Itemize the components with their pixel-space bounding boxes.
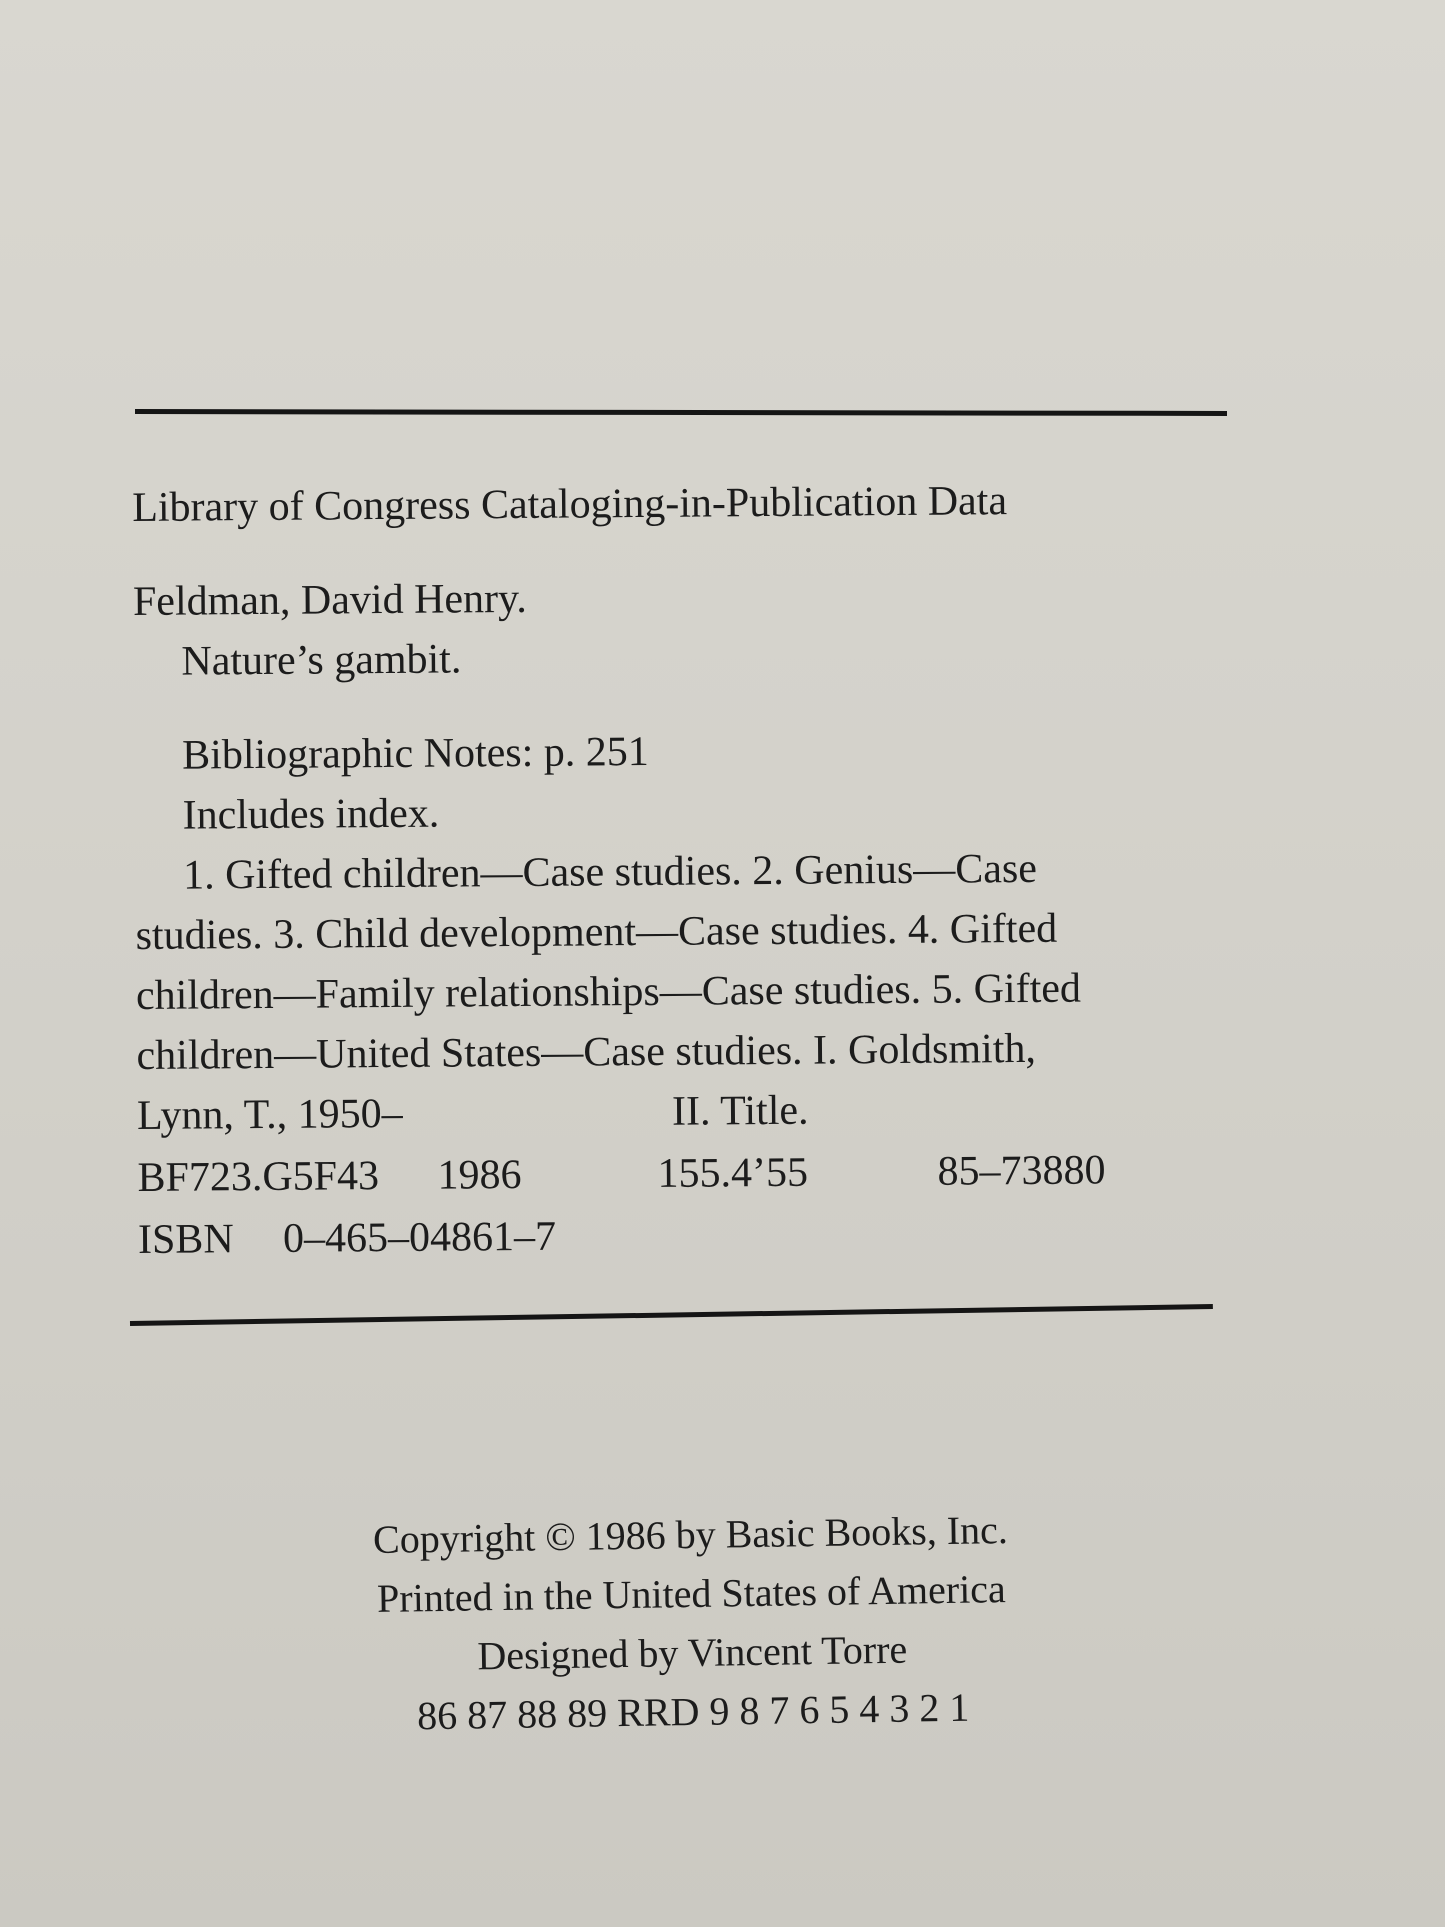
printing-line: 86 87 88 89 RRD 9 8 7 6 5 4 3 2 1: [416, 1684, 970, 1739]
cip-author: Feldman, David Henry.: [132, 575, 528, 625]
cip-dewey: 155.4’55: [657, 1149, 809, 1197]
cip-year: 1986: [437, 1151, 522, 1199]
cip-subjects-line: children—Family relationships—Case studies. 5. Gifted: [135, 965, 1082, 1019]
cip-coauthor: Lynn, T., 1950–: [136, 1090, 403, 1139]
cip-note: Bibliographic Notes: p. 251: [182, 728, 649, 779]
cip-title: Nature’s gambit.: [181, 636, 462, 685]
cip-call-number: BF723.G5F43: [137, 1153, 380, 1201]
cip-block: [132, 469, 1248, 1272]
cip-isbn: 0–465–04861–7: [282, 1213, 557, 1262]
copyright-block: [300, 1499, 1084, 1747]
copyright-notice: Copyright © 1986 by Basic Books, Inc.: [372, 1507, 1009, 1562]
cip-isbn-label: ISBN: [137, 1216, 234, 1263]
cip-added-title: II. Title.: [671, 1087, 809, 1135]
bottom-rule: [130, 1304, 1213, 1326]
cip-heading: Library of Congress Cataloging-in-Publication Data: [132, 478, 1008, 531]
printed-in: Printed in the United States of America: [376, 1566, 1007, 1621]
cip-subjects-line: children—United States—Case studies. I. Goldsmith,: [136, 1025, 1037, 1079]
cip-subjects-line: studies. 3. Child development—Case studies. 4. Gifted: [135, 905, 1058, 959]
cip-coauthor-row: [137, 1077, 1247, 1148]
cip-note: Includes index.: [182, 790, 440, 839]
cip-isbn-row: [138, 1201, 1248, 1272]
cip-subjects-line: 1. Gifted children—Case studies. 2. Genius—Case: [182, 845, 1038, 899]
top-rule: [135, 409, 1227, 416]
cip-classification-row: [137, 1139, 1247, 1210]
designer-credit: Designed by Vincent Torre: [477, 1626, 908, 1679]
cip-lccn: 85–73880: [937, 1147, 1106, 1195]
